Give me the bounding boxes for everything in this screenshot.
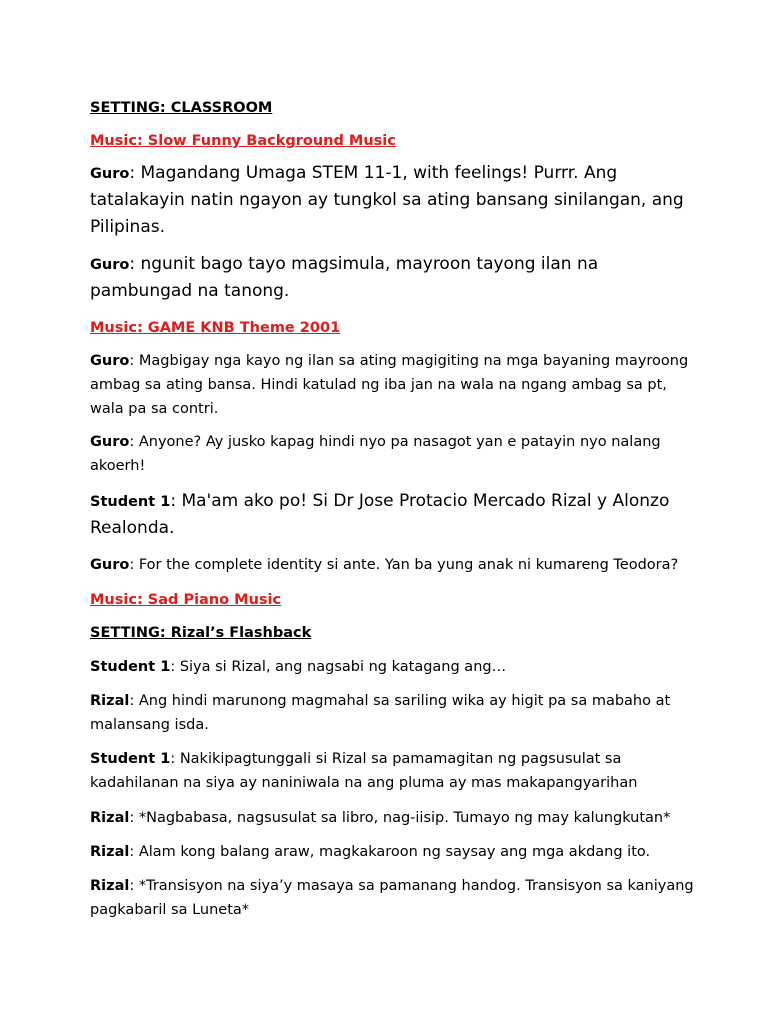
speaker-label: Guro (90, 257, 130, 273)
speaker-label: Rizal (90, 878, 130, 894)
dialogue-text: Magbigay nga kayo ng ilan sa ating magigiting na mga bayaning mayroong (138, 353, 689, 369)
dialogue-guro-1-line-2: tatalakayin natin ngayon ay tungkol sa ating bansang sinilangan, ang (90, 190, 684, 210)
dialogue-rizal-4-line-2: pagkabaril sa Luneta* (90, 902, 250, 918)
speaker-label: Rizal (90, 810, 130, 826)
dialogue-guro-1-line-1: Guro: Magandang Umaga STEM 11-1, with feelings! Purrr. Ang (90, 163, 618, 183)
dialogue-text: Alam kong balang araw, magkakaroon ng saysay ang mga akdang ito. (138, 844, 651, 860)
dialogue-text: Nakikipagtunggali si Rizal sa pamamagitan ng pagsusulat sa (179, 751, 622, 767)
dialogue-text: Siya si Rizal, ang nagsabi ng katagang ang… (179, 659, 507, 675)
music-cue-sad-piano: Music: Sad Piano Music (90, 592, 282, 608)
dialogue-guro-5-line-1: Guro: For the complete identity si ante. Yan ba yung anak ni kumareng Teodora? (90, 557, 679, 573)
dialogue-student-1-line-2: Realonda. (90, 518, 175, 538)
dialogue-guro-2-line-2: pambungad na tanong. (90, 281, 290, 301)
setting-heading-classroom: SETTING: CLASSROOM (90, 100, 273, 116)
speaker-label: Guro (90, 434, 130, 450)
setting-heading-flashback: SETTING: Rizal’s Flashback (90, 625, 312, 641)
dialogue-text: *Nagbabasa, nagsusulat sa libro, nag-iisip. Tumayo ng may kalungkutan* (138, 810, 671, 826)
dialogue-rizal-4-line-1: Rizal: *Transisyon na siya’y masaya sa pamanang handog. Transisyon sa kaniyang (90, 878, 694, 894)
speaker-label: Guro (90, 557, 130, 573)
speaker-label: Guro (90, 166, 130, 182)
dialogue-text: *Transisyon na siya’y masaya sa pamanang handog. Transisyon sa kaniyang (138, 878, 694, 894)
dialogue-rizal-1-line-1: Rizal: Ang hindi marunong magmahal sa sariling wika ay higit pa sa mabaho at (90, 693, 671, 709)
music-cue-slow-funny: Music: Slow Funny Background Music (90, 133, 396, 149)
dialogue-guro-3-line-3: wala pa sa contri. (90, 401, 219, 417)
dialogue-student-1-line-1: Student 1: Ma'am ako po! Si Dr Jose Protacio Mercado Rizal y Alonzo (90, 491, 670, 511)
dialogue-rizal-1-line-2: malansang isda. (90, 717, 209, 733)
speaker-label: Student 1 (90, 494, 171, 510)
dialogue-text: Magandang Umaga STEM 11-1, with feelings! Purrr. Ang (140, 163, 618, 183)
dialogue-text: Anyone? Ay jusko kapag hindi nyo pa nasagot yan e patayin nyo nalang (138, 434, 661, 450)
dialogue-text: Ma'am ako po! Si Dr Jose Protacio Mercado Rizal y Alonzo (181, 491, 670, 511)
dialogue-guro-4-line-2: akoerh! (90, 458, 146, 474)
dialogue-student-3-line-1: Student 1: Nakikipagtunggali si Rizal sa pamamagitan ng pagsusulat sa (90, 751, 622, 767)
dialogue-text: ngunit bago tayo magsimula, mayroon tayong ilan na (140, 254, 599, 274)
dialogue-rizal-2-line-1: Rizal: *Nagbabasa, nagsusulat sa libro, nag-iisip. Tumayo ng may kalungkutan* (90, 810, 671, 826)
dialogue-text: For the complete identity si ante. Yan ba yung anak ni kumareng Teodora? (138, 557, 679, 573)
dialogue-student-3-line-2: kadahilanan na siya ay naniniwala na ang pluma ay mas makapangyarihan (90, 775, 638, 791)
dialogue-guro-4-line-1: Guro: Anyone? Ay jusko kapag hindi nyo pa nasagot yan e patayin nyo nalang (90, 434, 661, 450)
dialogue-rizal-3-line-1: Rizal: Alam kong balang araw, magkakaroon ng saysay ang mga akdang ito. (90, 844, 651, 860)
dialogue-student-2-line-1: Student 1: Siya si Rizal, ang nagsabi ng katagang ang… (90, 659, 507, 675)
speaker-label: Rizal (90, 693, 130, 709)
dialogue-guro-3-line-2: ambag sa ating bansa. Hindi katulad ng iba jan na wala na ngang ambag sa pt, (90, 377, 667, 393)
speaker-label: Guro (90, 353, 130, 369)
dialogue-text: Ang hindi marunong magmahal sa sariling wika ay higit pa sa mabaho at (138, 693, 671, 709)
dialogue-guro-1-line-3: Pilipinas. (90, 217, 166, 237)
music-cue-knb-theme: Music: GAME KNB Theme 2001 (90, 320, 341, 336)
speaker-label: Student 1 (90, 659, 171, 675)
dialogue-guro-2-line-1: Guro: ngunit bago tayo magsimula, mayroon tayong ilan na (90, 254, 599, 274)
speaker-label: Student 1 (90, 751, 171, 767)
speaker-label: Rizal (90, 844, 130, 860)
dialogue-guro-3-line-1: Guro: Magbigay nga kayo ng ilan sa ating magigiting na mga bayaning mayroong (90, 353, 689, 369)
